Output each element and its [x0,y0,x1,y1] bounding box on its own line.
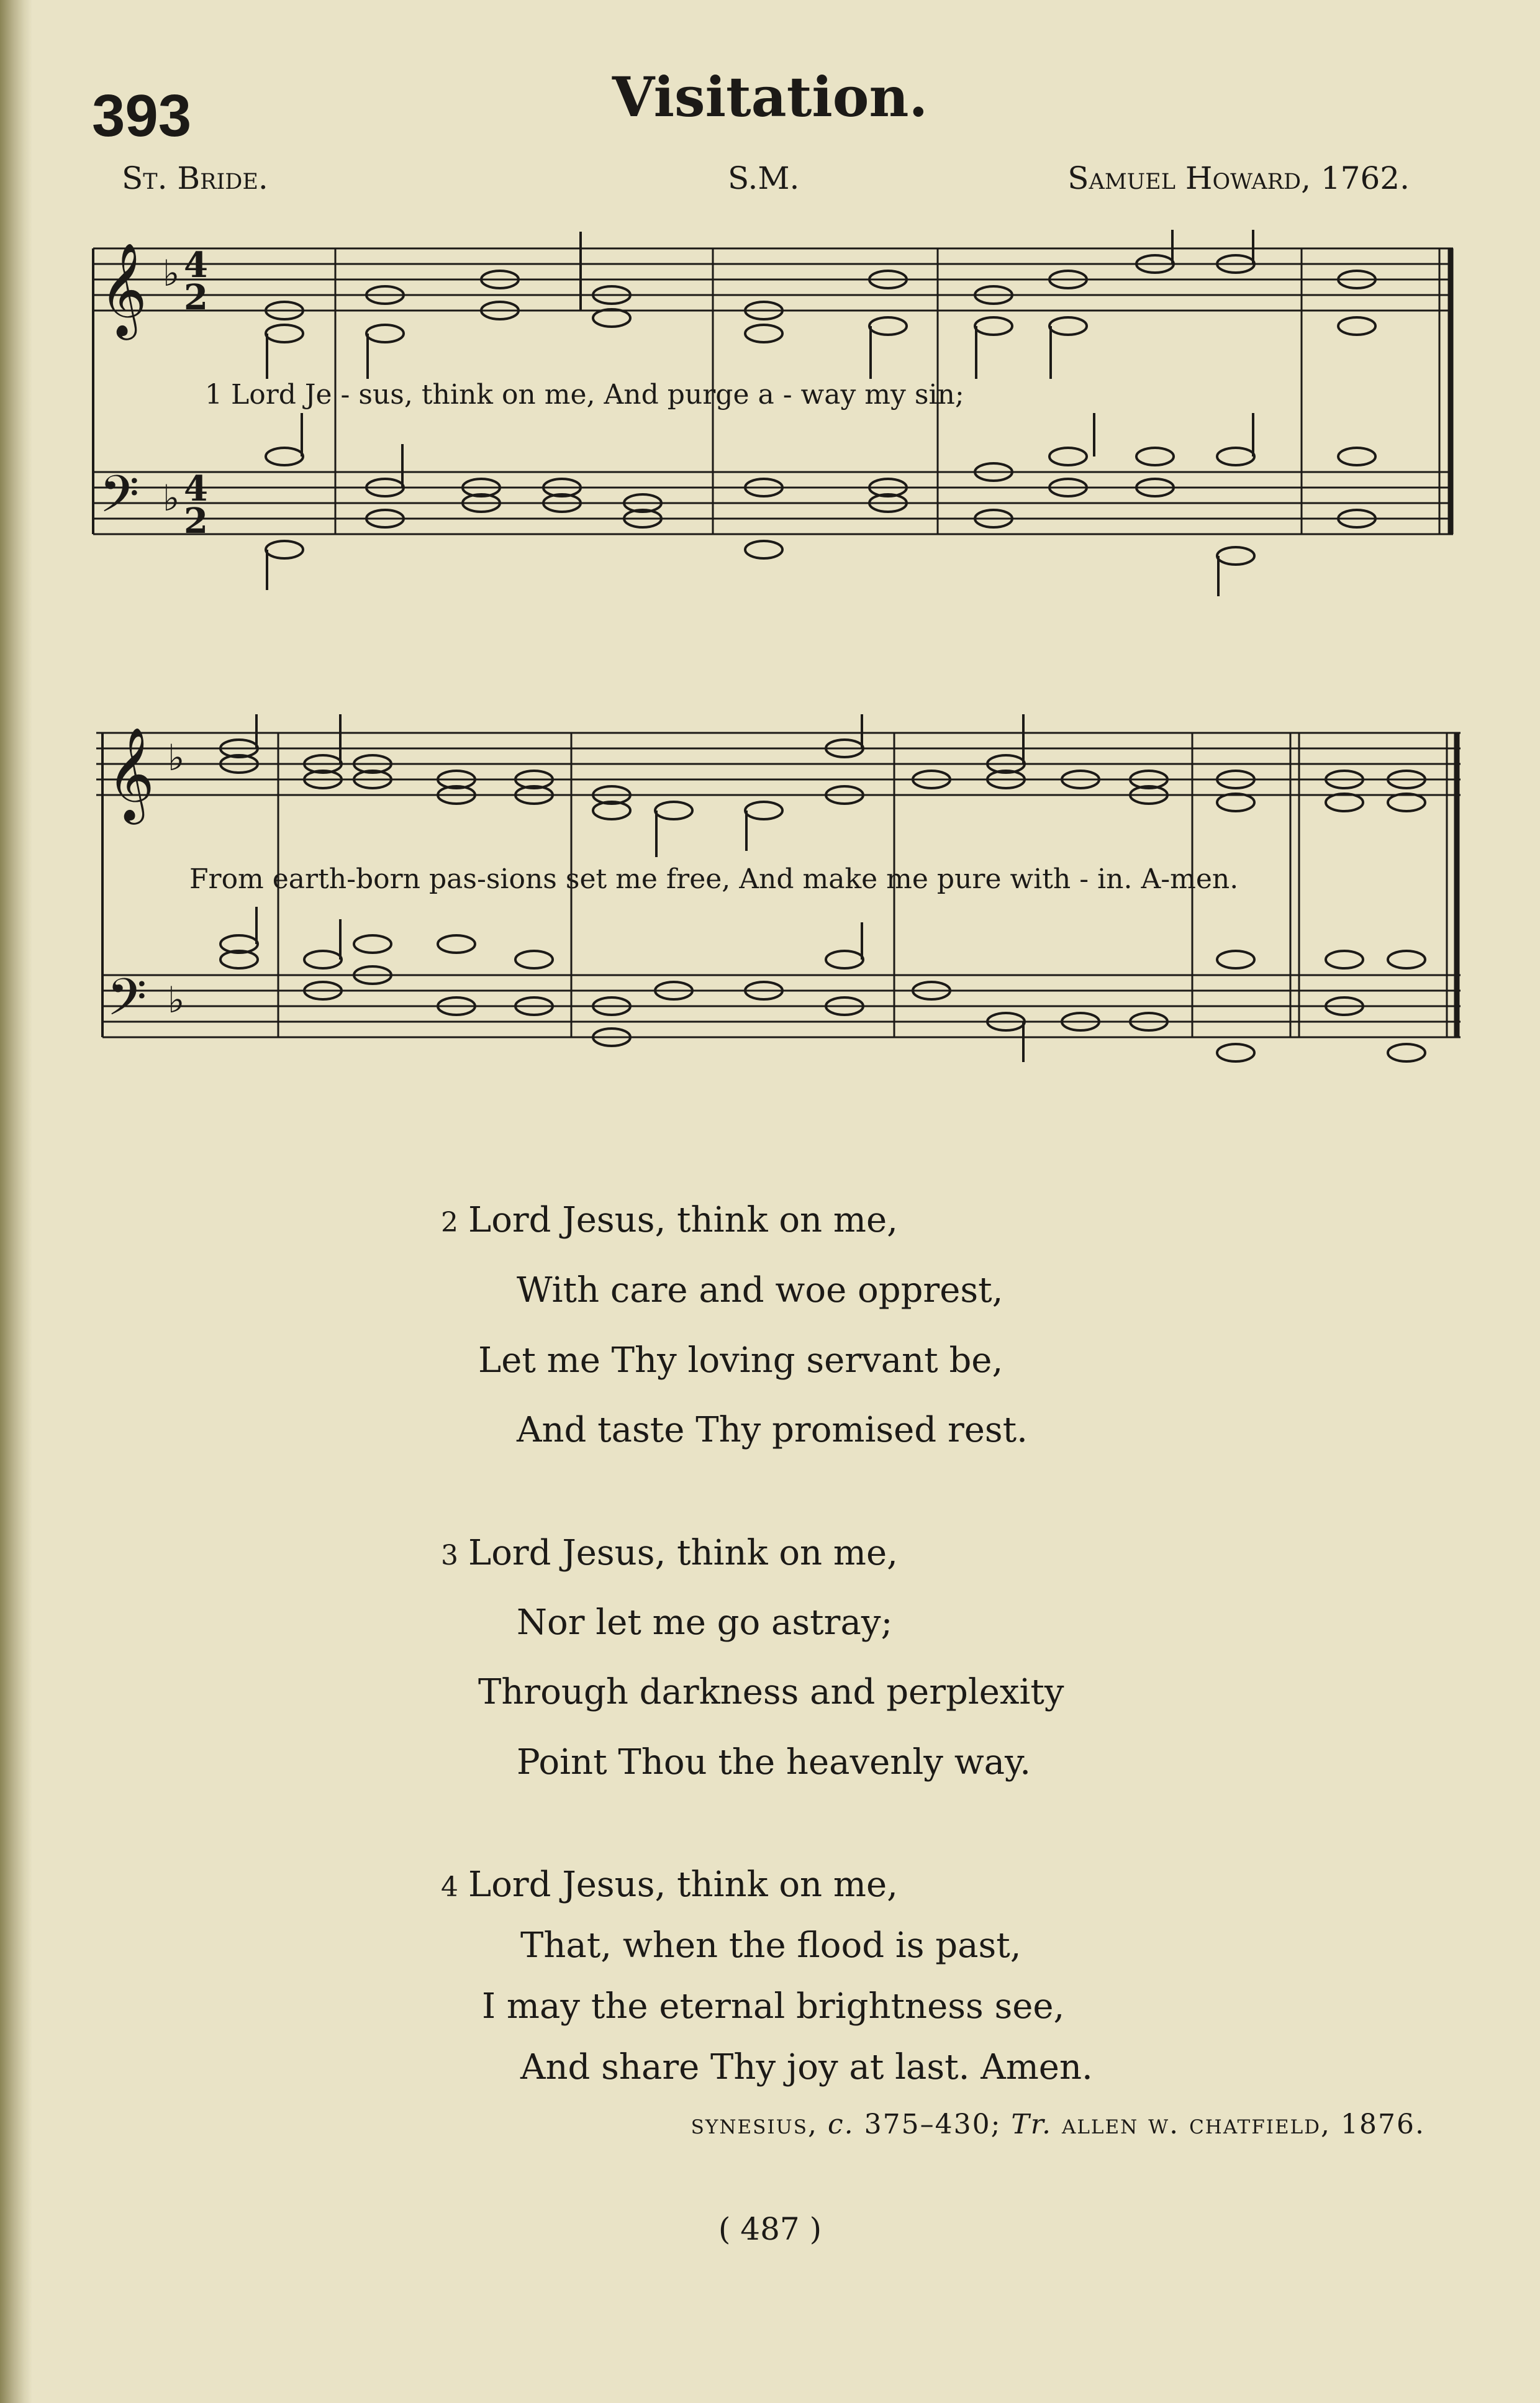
composer: Samuel Howard, 1762. [1067,160,1410,196]
hymn-number: 393 [92,83,192,149]
music-notation-1 [0,230,1540,602]
svg-text:2: 2 [184,501,208,542]
verse-number: 3 [441,1540,458,1571]
circa-label: c. [827,2109,854,2140]
translator-label: Tr. [1011,2109,1052,2140]
svg-text:♭: ♭ [163,252,180,294]
verse-line [441,1200,898,1240]
attribution [691,2109,1425,2140]
author-name: synesius, [691,2109,818,2140]
lyric-line-1: 1 Lord Je - sus, think on me, And purge a - way my sin; [205,379,964,411]
verse-text: Lord Jesus, think on me, [468,1865,898,1905]
verse-text: Lord Jesus, think on me, [468,1533,898,1573]
svg-text:2: 2 [184,277,208,318]
svg-text:𝄞: 𝄞 [99,242,147,336]
verse-line: And taste Thy promised rest. [517,1410,1028,1450]
svg-text:♭: ♭ [168,979,185,1021]
verse-line [441,1865,898,1905]
verse-line: And share Thy joy at last. Amen. [520,2047,1093,2087]
music-system-2 [0,714,1540,1068]
svg-text:4: 4 [184,468,208,509]
verse-line: Point Thou the heavenly way. [517,1742,1031,1783]
verse-line: That, when the flood is past, [520,1925,1021,1966]
verse-line [441,1533,898,1573]
verse-number: 2 [441,1207,458,1238]
svg-text:♭: ♭ [163,477,180,519]
page-number: ( 487 ) [718,2211,822,2247]
translator-name: allen w. chatfield, [1061,2109,1331,2140]
verse-line: Through darkness and perplexity [478,1672,1064,1712]
svg-text:♭: ♭ [168,737,185,779]
music-system-1 [0,230,1540,602]
author-years: 375–430; [864,2109,1002,2140]
translation-year: 1876. [1341,2109,1425,2140]
verse-line: Nor let me go astray; [517,1602,893,1643]
verse-line: I may the eternal brightness see, [482,1986,1065,2027]
svg-text:𝄢: 𝄢 [107,967,147,1040]
verse-line: With care and woe opprest, [517,1270,1003,1311]
lyric-line-2: From earth-born pas-sions set me free, And make me pure with - in. A-men. [189,863,1239,895]
verse-line: Let me Thy loving servant be, [478,1340,1003,1381]
verse-number: 4 [441,1871,458,1903]
hymn-title: Visitation. [612,65,928,129]
meter: S.M. [728,160,800,196]
svg-text:𝄢: 𝄢 [99,464,140,537]
svg-text:𝄞: 𝄞 [107,726,155,820]
svg-text:4: 4 [184,245,208,286]
verse-text: Lord Jesus, think on me, [468,1200,898,1240]
tune-name: St. Bride. [122,160,268,196]
